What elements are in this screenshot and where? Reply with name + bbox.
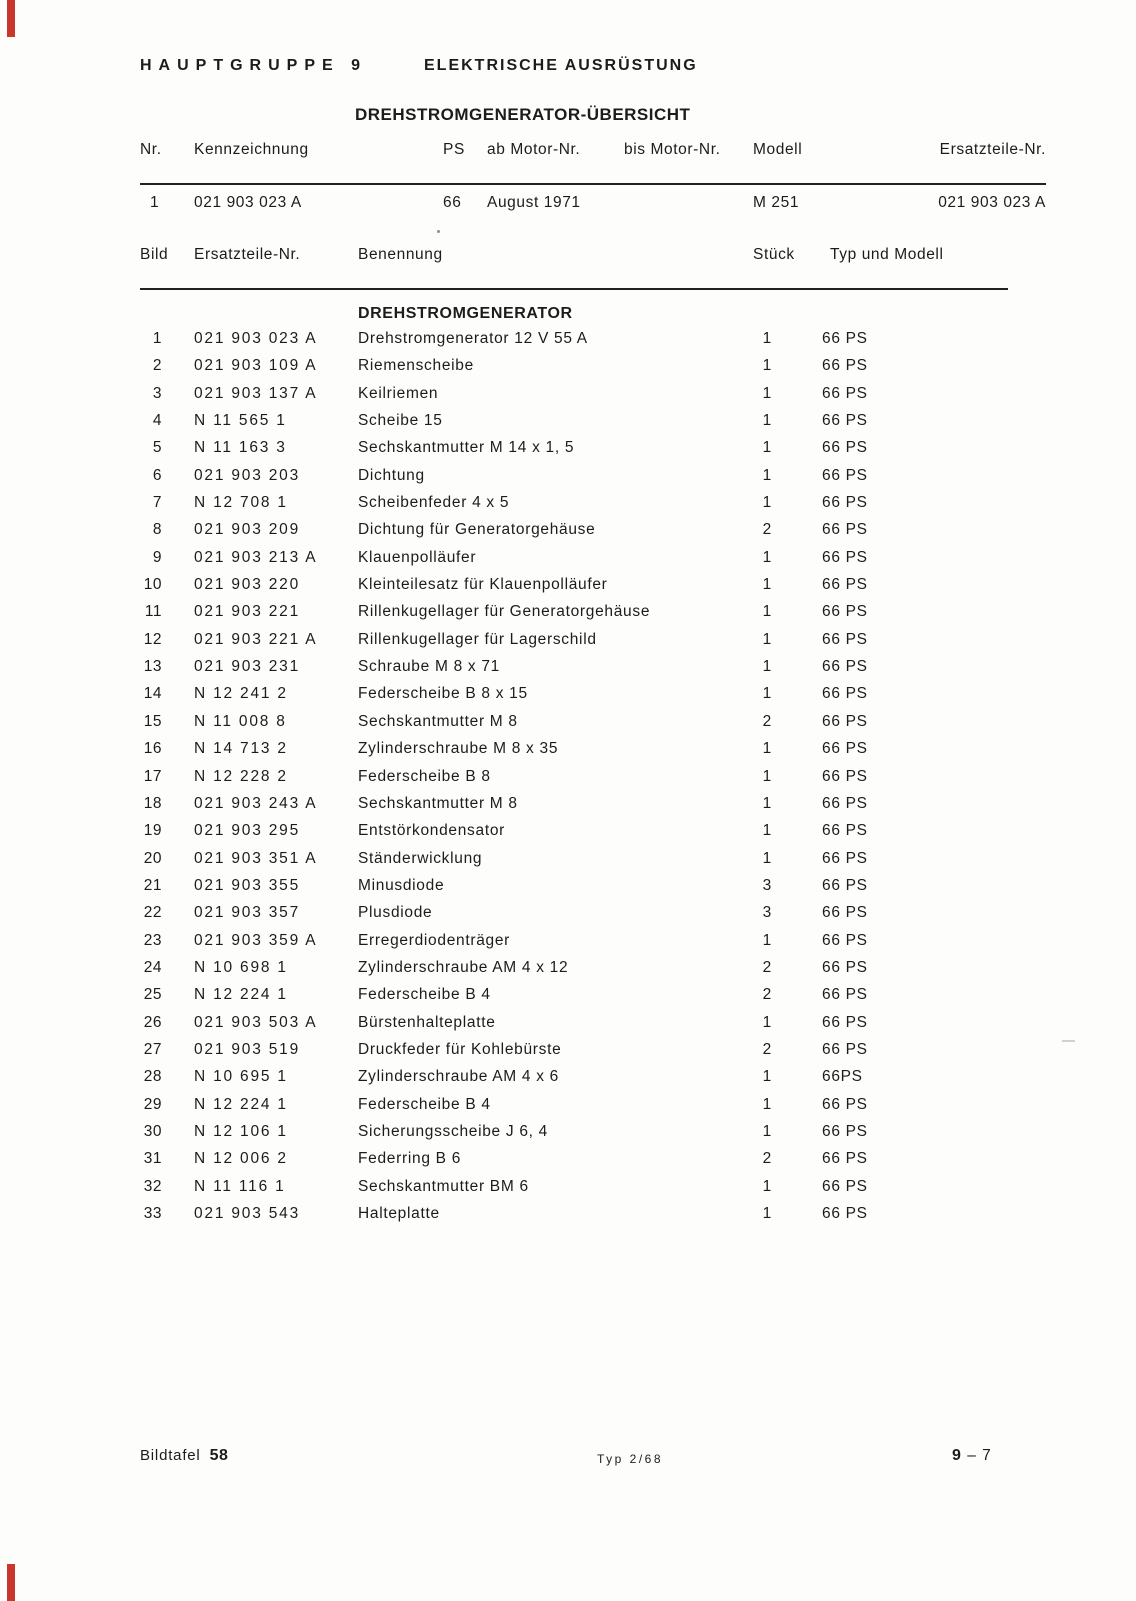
quantity-cell: 1 bbox=[762, 384, 772, 402]
bild-number-cell: 20 bbox=[143, 849, 162, 867]
ersatzteile-nr-cell: 021 903 023 A bbox=[938, 194, 1046, 211]
description-cell: Bürstenhalteplatte bbox=[358, 1013, 496, 1031]
part-number-cell: N 12 224 1 bbox=[194, 986, 288, 1004]
type-model-cell: 66 PS bbox=[822, 1122, 868, 1140]
description-cell: Druckfeder für Kohlebürste bbox=[358, 1040, 562, 1058]
main-group-heading: HAUPTGRUPPE 9 bbox=[140, 57, 368, 74]
parts-table-row bbox=[140, 631, 1046, 658]
quantity-cell: 1 bbox=[762, 822, 772, 840]
bild-number-cell: 21 bbox=[143, 876, 162, 894]
description-cell: Rillenkugellager für Lagerschild bbox=[358, 630, 597, 648]
description-cell: Kleinteilesatz für Klauenpolläufer bbox=[358, 576, 608, 594]
part-number-cell: 021 903 503 A bbox=[194, 1013, 318, 1031]
quantity-cell: 1 bbox=[762, 603, 772, 621]
type-model-cell: 66 PS bbox=[822, 466, 868, 484]
quantity-cell: 1 bbox=[762, 412, 772, 430]
quantity-cell: 3 bbox=[762, 904, 772, 922]
parts-table-row bbox=[140, 494, 1046, 521]
description-cell: Sechskantmutter BM 6 bbox=[358, 1177, 529, 1195]
parts-table-row bbox=[140, 658, 1046, 685]
description-cell: Klauenpolläufer bbox=[358, 548, 477, 566]
description-cell: Drehstromgenerator 12 V 55 A bbox=[358, 330, 588, 347]
description-cell: Federscheibe B 4 bbox=[358, 1095, 491, 1113]
type-model-cell: 66 PS bbox=[822, 357, 868, 375]
overview-data-row bbox=[140, 194, 1046, 212]
section-index-tab-bottom bbox=[7, 1564, 15, 1601]
type-model-cell: 66 PS bbox=[822, 822, 868, 840]
bild-number-cell: 7 bbox=[152, 494, 162, 512]
bild-number-cell: 31 bbox=[143, 1150, 162, 1168]
parts-header-row bbox=[140, 246, 1046, 264]
column-header-nr: Nr. bbox=[140, 141, 162, 158]
description-cell: Federscheibe B 4 bbox=[358, 986, 491, 1004]
parts-table-row bbox=[140, 877, 1046, 904]
scan-speck bbox=[437, 230, 440, 233]
type-model-cell: 66 PS bbox=[822, 931, 868, 949]
type-model-cell: 66 PS bbox=[822, 740, 868, 758]
description-cell: Schraube M 8 x 71 bbox=[358, 658, 501, 676]
quantity-cell: 1 bbox=[762, 630, 772, 648]
quantity-cell: 1 bbox=[762, 439, 772, 457]
description-cell: Minusdiode bbox=[358, 876, 445, 894]
parts-table-row bbox=[140, 822, 1046, 849]
type-model-cell: 66 PS bbox=[822, 412, 868, 430]
column-header-ab-motor-nr: ab Motor-Nr. bbox=[487, 141, 581, 158]
type-model-cell: 66 PS bbox=[822, 1205, 868, 1222]
bild-number-cell: 32 bbox=[143, 1177, 162, 1195]
bild-number-cell: 28 bbox=[143, 1068, 162, 1086]
description-cell: Dichtung für Generatorgehäuse bbox=[358, 521, 596, 539]
parts-table-row bbox=[140, 1041, 1046, 1068]
bildtafel-label: Bildtafel bbox=[140, 1447, 201, 1464]
part-number-cell: N 12 106 1 bbox=[194, 1122, 288, 1140]
description-cell: Zylinderschraube AM 4 x 12 bbox=[358, 958, 569, 976]
footer-typ: Typ 2/68 bbox=[597, 1452, 664, 1466]
parts-table-row bbox=[140, 549, 1046, 576]
part-number-cell: N 12 241 2 bbox=[194, 685, 288, 703]
quantity-cell: 2 bbox=[762, 1150, 772, 1168]
page-number-group: 9 bbox=[952, 1447, 962, 1464]
type-model-cell: 66 PS bbox=[822, 1013, 868, 1031]
type-model-cell: 66 PS bbox=[822, 794, 868, 812]
description-cell: Scheibenfeder 4 x 5 bbox=[358, 494, 510, 512]
column-header-bild: Bild bbox=[140, 246, 169, 263]
column-header-kennzeichnung: Kennzeichnung bbox=[194, 141, 309, 158]
parts-table-row bbox=[140, 685, 1046, 712]
quantity-cell: 1 bbox=[762, 1068, 772, 1086]
bild-number-cell: 24 bbox=[143, 958, 162, 976]
type-model-cell: 66 PS bbox=[822, 712, 868, 730]
type-model-cell: 66PS bbox=[822, 1068, 863, 1086]
description-cell: Federscheibe B 8 x 15 bbox=[358, 685, 528, 703]
column-header-ersatzteile-nr: Ersatzteile-Nr. bbox=[939, 141, 1046, 158]
bild-number-cell: 6 bbox=[152, 466, 162, 484]
overview-table-title: DREHSTROMGENERATOR-ÜBERSICHT bbox=[355, 105, 691, 124]
quantity-cell: 1 bbox=[762, 357, 772, 375]
quantity-cell: 2 bbox=[762, 986, 772, 1004]
type-model-cell: 66 PS bbox=[822, 384, 868, 402]
parts-table-row bbox=[140, 959, 1046, 986]
part-number-cell: N 12 708 1 bbox=[194, 494, 288, 512]
part-number-cell: N 14 713 2 bbox=[194, 740, 288, 758]
footer-bildtafel bbox=[140, 1447, 228, 1465]
bild-number-cell: 29 bbox=[143, 1095, 162, 1113]
description-cell: Riemenscheibe bbox=[358, 357, 474, 375]
part-number-cell: N 11 008 8 bbox=[194, 712, 287, 730]
bild-number-cell: 11 bbox=[144, 603, 162, 621]
parts-table-row bbox=[140, 467, 1046, 494]
type-model-cell: 66 PS bbox=[822, 548, 868, 566]
description-cell: Dichtung bbox=[358, 466, 425, 484]
bis-motor-nr-cell bbox=[624, 194, 753, 212]
bild-number-cell: 19 bbox=[143, 822, 162, 840]
quantity-cell: 2 bbox=[762, 521, 772, 539]
part-number-cell: N 10 695 1 bbox=[194, 1068, 288, 1086]
parts-table-row bbox=[140, 439, 1046, 466]
parts-table-row bbox=[140, 850, 1046, 877]
bild-number-cell: 12 bbox=[143, 630, 162, 648]
quantity-cell: 2 bbox=[762, 958, 772, 976]
bild-number-cell: 5 bbox=[152, 439, 162, 457]
description-cell: Sicherungsscheibe J 6, 4 bbox=[358, 1122, 548, 1140]
type-model-cell: 66 PS bbox=[822, 630, 868, 648]
quantity-cell: 1 bbox=[762, 740, 772, 758]
type-model-cell: 66 PS bbox=[822, 603, 868, 621]
parts-table-row bbox=[140, 1150, 1046, 1177]
section-index-tab-top bbox=[7, 0, 15, 37]
parts-table-row bbox=[140, 1178, 1046, 1205]
scan-dash bbox=[1062, 1040, 1075, 1042]
bild-number-cell: 17 bbox=[143, 767, 162, 785]
ab-motor-nr-cell: August 1971 bbox=[487, 194, 581, 211]
part-number-cell: 021 903 137 A bbox=[194, 384, 318, 402]
bild-number-cell: 3 bbox=[152, 384, 162, 402]
type-model-cell: 66 PS bbox=[822, 1095, 868, 1113]
nr-cell: 1 bbox=[150, 194, 160, 211]
bild-number-cell: 1 bbox=[152, 330, 162, 347]
description-cell: Plusdiode bbox=[358, 904, 433, 922]
description-cell: Sechskantmutter M 8 bbox=[358, 712, 518, 730]
part-number-cell: N 11 116 1 bbox=[194, 1177, 286, 1195]
part-number-cell: 021 903 221 A bbox=[194, 630, 318, 648]
part-number-cell: 021 903 359 A bbox=[194, 931, 318, 949]
type-model-cell: 66 PS bbox=[822, 658, 868, 676]
quantity-cell: 3 bbox=[762, 876, 772, 894]
bild-number-cell: 27 bbox=[143, 1040, 162, 1058]
column-header-typ-und-modell: Typ und Modell bbox=[830, 246, 944, 263]
part-number-cell: 021 903 220 bbox=[194, 576, 300, 594]
header-divider bbox=[140, 183, 1046, 185]
description-cell: Federscheibe B 8 bbox=[358, 767, 491, 785]
parts-table-row bbox=[140, 330, 1046, 357]
part-number-cell: N 10 698 1 bbox=[194, 958, 288, 976]
type-model-cell: 66 PS bbox=[822, 494, 868, 512]
bild-number-cell: 18 bbox=[143, 794, 162, 812]
column-header-bis-motor-nr: bis Motor-Nr. bbox=[624, 141, 721, 158]
type-model-cell: 66 PS bbox=[822, 1150, 868, 1168]
description-cell: Zylinderschraube AM 4 x 6 bbox=[358, 1068, 560, 1086]
part-number-cell: 021 903 203 bbox=[194, 466, 300, 484]
bild-number-cell: 16 bbox=[143, 740, 162, 758]
description-cell: Federring B 6 bbox=[358, 1150, 462, 1168]
quantity-cell: 1 bbox=[762, 849, 772, 867]
parts-table-row bbox=[140, 412, 1046, 439]
page-number-rest: – 7 bbox=[967, 1447, 992, 1464]
quantity-cell: 1 bbox=[762, 1205, 772, 1222]
parts-table-row bbox=[140, 795, 1046, 822]
parts-table-row bbox=[140, 1205, 1046, 1232]
type-model-cell: 66 PS bbox=[822, 876, 868, 894]
part-number-cell: N 11 565 1 bbox=[194, 412, 287, 430]
parts-table-row bbox=[140, 1123, 1046, 1150]
part-number-cell: N 12 006 2 bbox=[194, 1150, 288, 1168]
type-model-cell: 66 PS bbox=[822, 986, 868, 1004]
parts-table-row bbox=[140, 768, 1046, 795]
column-header-stueck: Stück bbox=[753, 246, 795, 263]
quantity-cell: 1 bbox=[762, 576, 772, 594]
quantity-cell: 1 bbox=[762, 466, 772, 484]
type-model-cell: 66 PS bbox=[822, 1177, 868, 1195]
quantity-cell: 1 bbox=[762, 1013, 772, 1031]
quantity-cell: 2 bbox=[762, 712, 772, 730]
part-number-cell: 021 903 295 bbox=[194, 822, 300, 840]
part-number-cell: 021 903 109 A bbox=[194, 357, 318, 375]
bild-number-cell: 4 bbox=[152, 412, 162, 430]
part-number-cell: 021 903 243 A bbox=[194, 794, 318, 812]
description-cell: Ständerwicklung bbox=[358, 849, 483, 867]
description-cell: Sechskantmutter M 14 x 1, 5 bbox=[358, 439, 575, 457]
parts-header-divider bbox=[140, 288, 1008, 290]
description-cell: Keilriemen bbox=[358, 384, 439, 402]
type-model-cell: 66 PS bbox=[822, 330, 868, 347]
footer-page-number bbox=[952, 1447, 992, 1465]
part-number-cell: 021 903 213 A bbox=[194, 548, 318, 566]
bild-number-cell: 2 bbox=[152, 357, 162, 375]
type-model-cell: 66 PS bbox=[822, 904, 868, 922]
quantity-cell: 1 bbox=[762, 1095, 772, 1113]
parts-table-row bbox=[140, 740, 1046, 767]
modell-cell: M 251 bbox=[753, 194, 800, 211]
bild-number-cell: 8 bbox=[152, 521, 162, 539]
column-header-modell: Modell bbox=[753, 141, 803, 158]
quantity-cell: 2 bbox=[762, 1040, 772, 1058]
parts-table-row bbox=[140, 603, 1046, 630]
type-model-cell: 66 PS bbox=[822, 685, 868, 703]
quantity-cell: 1 bbox=[762, 494, 772, 512]
quantity-cell: 1 bbox=[762, 794, 772, 812]
overview-header-row bbox=[140, 141, 1046, 159]
kennzeichnung-cell: 021 903 023 A bbox=[194, 194, 302, 211]
part-number-cell: 021 903 543 bbox=[194, 1205, 300, 1222]
ps-cell: 66 bbox=[443, 194, 462, 211]
description-cell: Scheibe 15 bbox=[358, 412, 443, 430]
part-number-cell: 021 903 023 A bbox=[194, 330, 318, 347]
type-model-cell: 66 PS bbox=[822, 439, 868, 457]
part-number-cell: 021 903 231 bbox=[194, 658, 300, 676]
part-number-cell: 021 903 519 bbox=[194, 1040, 300, 1058]
description-cell: Sechskantmutter M 8 bbox=[358, 794, 518, 812]
parts-table-row bbox=[140, 713, 1046, 740]
chapter-heading: ELEKTRISCHE AUSRÜSTUNG bbox=[424, 57, 698, 74]
part-number-cell: 021 903 351 A bbox=[194, 849, 318, 867]
parts-table-row bbox=[140, 1014, 1046, 1041]
bild-number-cell: 30 bbox=[143, 1122, 162, 1140]
type-model-cell: 66 PS bbox=[822, 1040, 868, 1058]
column-header-benennung: Benennung bbox=[358, 246, 443, 263]
part-number-cell: 021 903 357 bbox=[194, 904, 300, 922]
bild-number-cell: 10 bbox=[143, 576, 162, 594]
bild-number-cell: 33 bbox=[143, 1205, 162, 1222]
bild-number-cell: 13 bbox=[143, 658, 162, 676]
part-number-cell: 021 903 221 bbox=[194, 603, 300, 621]
bild-number-cell: 22 bbox=[143, 904, 162, 922]
parts-table-row bbox=[140, 1068, 1046, 1095]
quantity-cell: 1 bbox=[762, 931, 772, 949]
parts-table-row bbox=[140, 986, 1046, 1013]
parts-table-row bbox=[140, 904, 1046, 931]
parts-table-row bbox=[140, 932, 1046, 959]
bild-number-cell: 15 bbox=[143, 712, 162, 730]
quantity-cell: 1 bbox=[762, 1122, 772, 1140]
parts-table-row bbox=[140, 1096, 1046, 1123]
quantity-cell: 1 bbox=[762, 658, 772, 676]
description-cell: Erregerdiodenträger bbox=[358, 931, 511, 949]
part-number-cell: 021 903 355 bbox=[194, 876, 300, 894]
parts-section-title: DREHSTROMGENERATOR bbox=[358, 305, 573, 322]
type-model-cell: 66 PS bbox=[822, 849, 868, 867]
part-number-cell: 021 903 209 bbox=[194, 521, 300, 539]
quantity-cell: 1 bbox=[762, 767, 772, 785]
bild-number-cell: 23 bbox=[143, 931, 162, 949]
bild-number-cell: 9 bbox=[152, 548, 162, 566]
quantity-cell: 1 bbox=[762, 548, 772, 566]
description-cell: Zylinderschraube M 8 x 35 bbox=[358, 740, 559, 758]
type-model-cell: 66 PS bbox=[822, 958, 868, 976]
bild-number-cell: 14 bbox=[143, 685, 162, 703]
quantity-cell: 1 bbox=[762, 685, 772, 703]
column-header-ps: PS bbox=[443, 141, 465, 158]
quantity-cell: 1 bbox=[762, 1177, 772, 1195]
parts-table-body bbox=[140, 330, 1046, 1232]
parts-table-row bbox=[140, 521, 1046, 548]
bild-number-cell: 26 bbox=[143, 1013, 162, 1031]
type-model-cell: 66 PS bbox=[822, 767, 868, 785]
description-cell: Entstörkondensator bbox=[358, 822, 506, 840]
parts-table-row bbox=[140, 357, 1046, 384]
column-header-ersatzteile-nr-2: Ersatzteile-Nr. bbox=[194, 246, 301, 263]
part-number-cell: N 11 163 3 bbox=[194, 439, 287, 457]
type-model-cell: 66 PS bbox=[822, 521, 868, 539]
quantity-cell: 1 bbox=[762, 330, 772, 347]
bildtafel-number: 58 bbox=[209, 1447, 229, 1464]
description-cell: Halteplatte bbox=[358, 1205, 440, 1222]
type-model-cell: 66 PS bbox=[822, 576, 868, 594]
part-number-cell: N 12 224 1 bbox=[194, 1095, 288, 1113]
parts-table-row bbox=[140, 576, 1046, 603]
parts-table-row bbox=[140, 385, 1046, 412]
part-number-cell: N 12 228 2 bbox=[194, 767, 288, 785]
description-cell: Rillenkugellager für Generatorgehäuse bbox=[358, 603, 651, 621]
bild-number-cell: 25 bbox=[143, 986, 162, 1004]
